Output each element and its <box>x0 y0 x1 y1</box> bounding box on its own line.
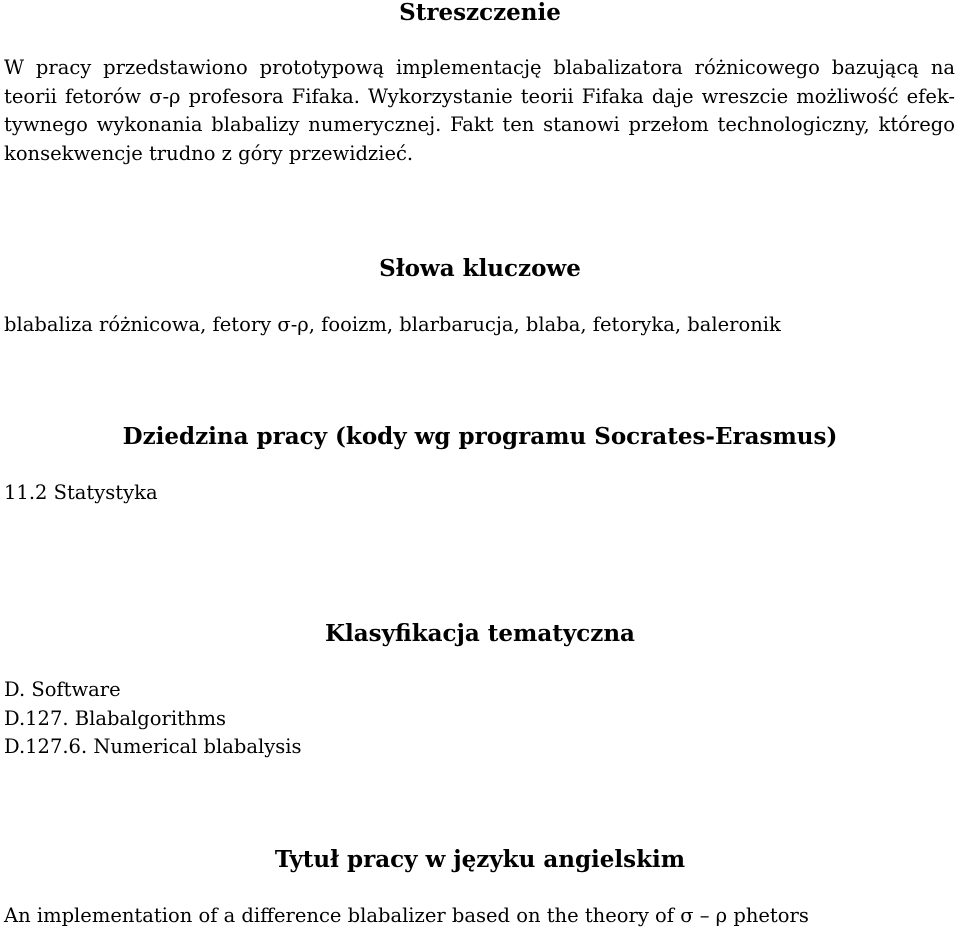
abstract-line: teorii fetorów σ-ρ profesora Fifaka. Wykorzystanie teorii Fifaka daje wreszcie możliwość efek- <box>4 84 955 108</box>
english-title-text: An implementation of a difference blabalizer based on the theory of σ – ρ phetors <box>4 904 809 927</box>
abstract-heading: Streszczenie <box>399 0 561 26</box>
keywords-heading: Słowa kluczowe <box>379 255 581 282</box>
abstract-line: konsekwencje trudno z góry przewidzieć. <box>4 141 414 165</box>
classification-heading: Klasyfikacja tematyczna <box>325 620 635 647</box>
abstract-line: tywnego wykonania blabalizy numerycznej. Fakt ten stanowi przełom technologiczny, którego <box>4 113 955 136</box>
abstract-paragraph <box>4 54 955 168</box>
classification-item: D.127.6. Numerical blabalysis <box>4 735 302 758</box>
english-title-heading: Tytuł pracy w języku angielskim <box>274 846 686 873</box>
classification-item: D. Software <box>4 678 121 701</box>
classification-list <box>4 676 302 762</box>
keywords-text: blabaliza różnicowa, fetory σ-ρ, fooizm, blarbarucja, blaba, fetoryka, baleronik <box>4 313 781 336</box>
classification-item: D.127. Blabalgorithms <box>4 706 226 730</box>
field-of-study-heading: Dziedzina pracy (kody wg programu Socrates-Erasmus) <box>122 423 838 450</box>
field-of-study-text: 11.2 Statystyka <box>4 481 158 504</box>
abstract-line: W pracy przedstawiono prototypową implementację blabalizatora różnicowego bazującą na <box>4 56 955 79</box>
